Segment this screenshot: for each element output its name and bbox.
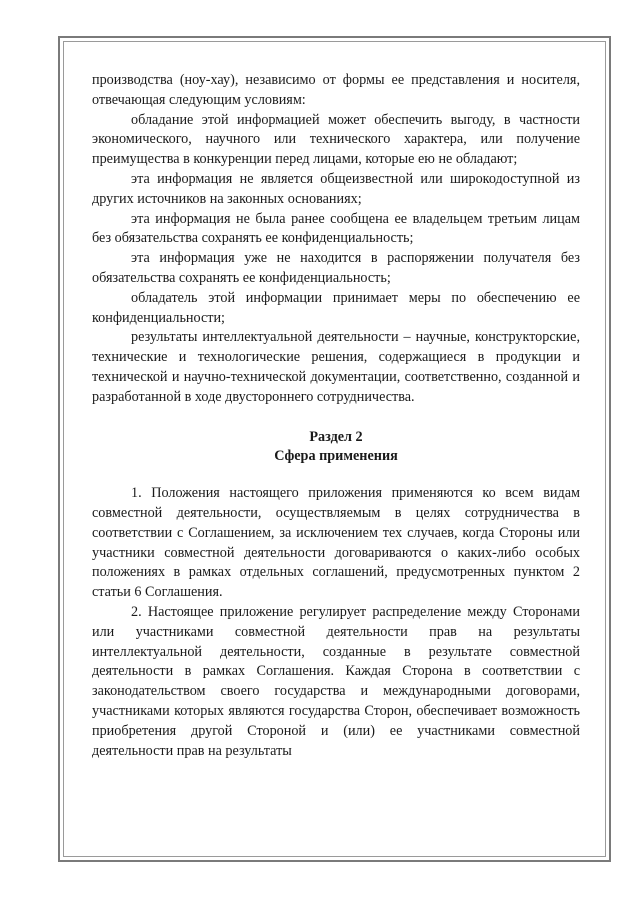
section-number: Раздел 2 <box>309 428 363 445</box>
intro-paragraph: производства (ноу-хау), независимо от формы ее представления и носителя, отвечающая следующим условиям: <box>92 72 580 108</box>
condition-item: эта информация не является общеизвестной или широкодоступной из других источников на законных основаниях; <box>92 170 580 207</box>
definition-paragraph: результаты интеллектуальной деятельности – научные, конструкторские, технические и технологические решения, содержащиеся в продукции и технической и научно-технической документации, соответственно, созданной и разработанной в ходе двустороннего сотрудничества. <box>92 329 580 405</box>
section-spacer <box>92 467 580 484</box>
condition-item: эта информация не была ранее сообщена ее владельцем третьим лицам без обязательства сохранять ее конфиденциальность; <box>92 210 580 247</box>
section-title: Сфера применения <box>274 448 398 465</box>
condition-item: эта информация уже не находится в распоряжении получателя без обязательства сохранять ее конфиденциальность; <box>92 250 580 286</box>
document-body <box>92 71 580 761</box>
clause-paragraph: 2. Настоящее приложение регулирует распределение между Сторонами или участниками совместной деятельности прав на результаты интеллектуальной деятельности, созданные в результате совместной деятельности в рамках Соглашения. Каждая Сторона в соответствии с законодательством своего государства и международными договорами, участниками которых являются государства Сторон, обеспечивает возможность приобретения другой Стороной и (или) ее участниками совместной деятельности прав на результаты <box>92 603 580 759</box>
condition-item: обладатель этой информации принимает меры по обеспечению ее конфиденциальности; <box>92 289 580 326</box>
clause-paragraph: 1. Положения настоящего приложения применяются ко всем видам совместной деятельности, осуществляемым в целях сотрудничества в соответствии с Соглашением, за исключением тех случаев, когда Стороны или участники совместной деятельности договариваются о каких-либо особых положениях в рамках отдельных соглашений, предусмотренных пунктом 2 статьи 6 Соглашения. <box>92 485 580 601</box>
condition-item: обладание этой информацией может обеспечить выгоду, в частности экономического, научного или технического характера, или получение преимущества в конкуренции перед лицами, которые ею не обладают; <box>92 111 580 168</box>
